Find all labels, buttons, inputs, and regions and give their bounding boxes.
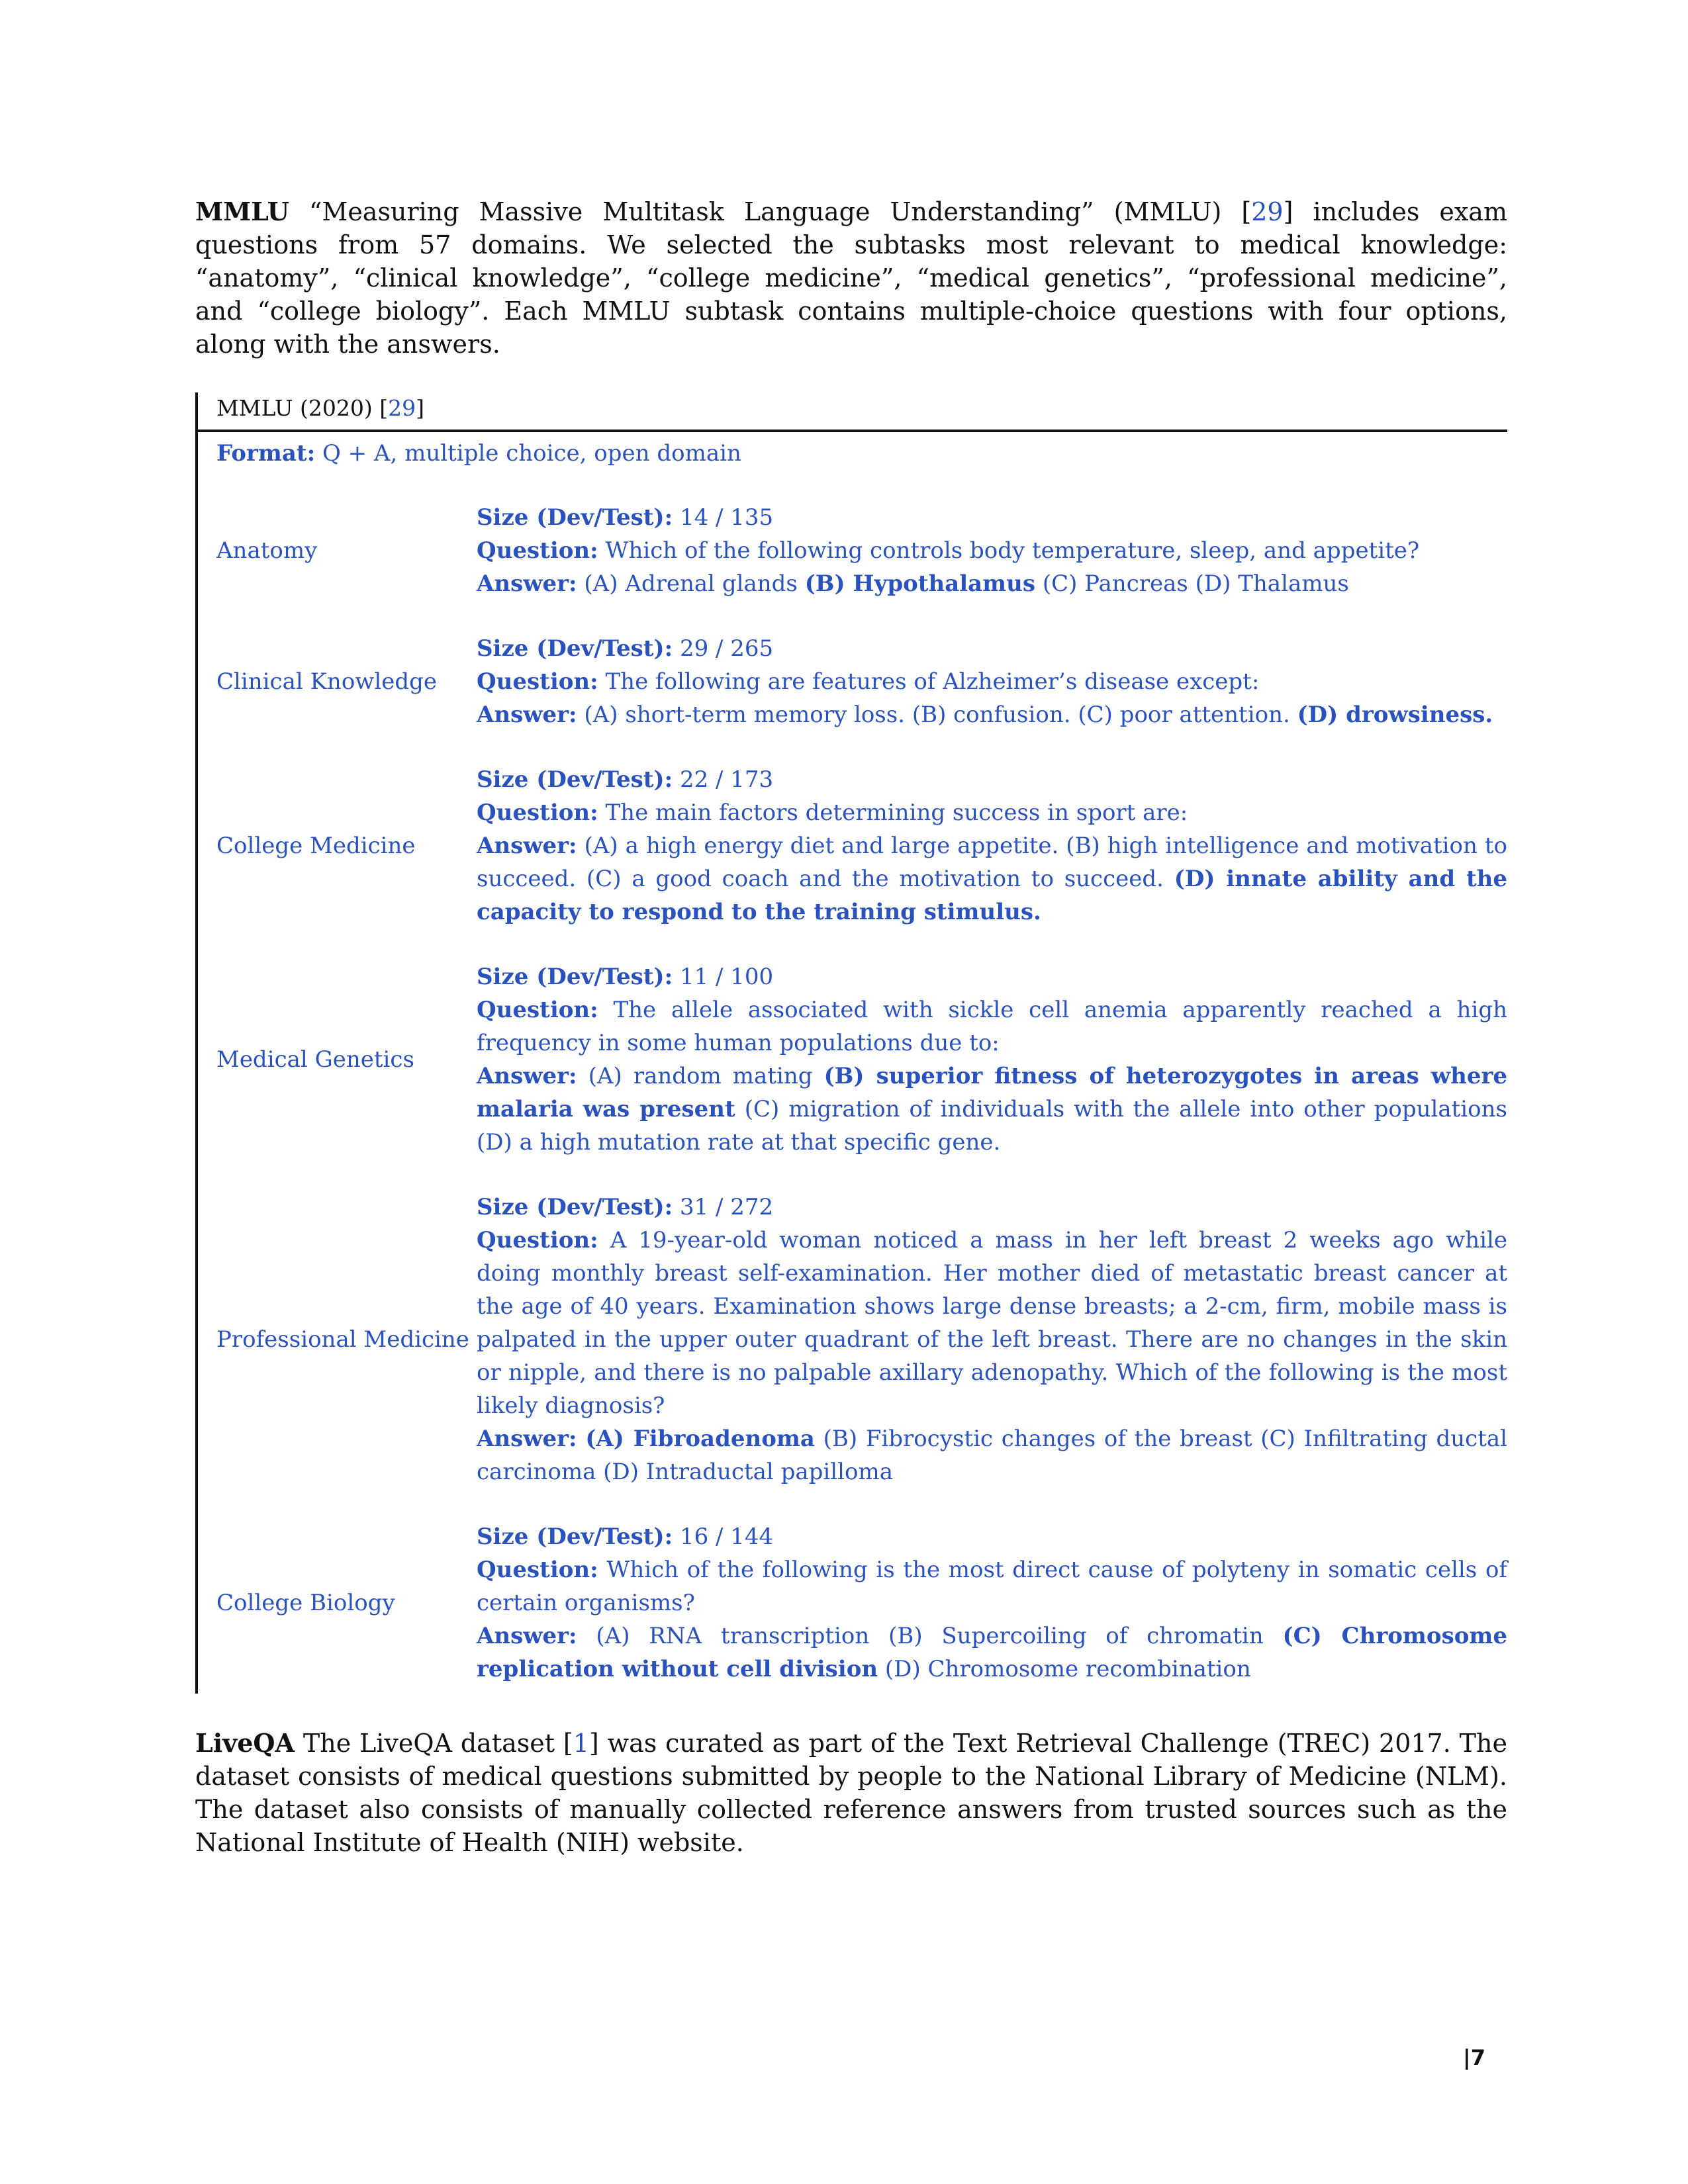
question-label: Question: <box>477 1557 598 1583</box>
task-name: Professional Medicine <box>216 1326 469 1353</box>
question-text: A 19-year-old woman noticed a mass in her left breast 2 weeks ago while doing monthly breast self-examination. Her mother died of metastatic breast cancer at the age of 40 years. Examination shows large dense breasts; a 2-cm, firm, mobile mass is palpated in the upper outer quadrant of the left breast. There are no changes in the skin or nipple, and there is no palpable axillary adenopathy. Which of the following is the most likely diagnosis? <box>477 1227 1508 1419</box>
answer-line <box>477 1619 1507 1686</box>
answer-line <box>477 698 1507 731</box>
task-name: Anatomy <box>216 537 318 564</box>
answer-text-pre: (A) a high energy diet and large appetite. (B) high intelligence and motivation to succeed. (C) a good coach and the motivation to succeed. <box>477 833 1507 892</box>
question-label: Question: <box>477 1227 598 1253</box>
size-line <box>477 1520 1507 1553</box>
question-label: Question: <box>477 997 598 1023</box>
task-row <box>216 1520 1507 1686</box>
task-detail <box>477 632 1507 731</box>
question-text: Which of the following is the most direct cause of polyteny in somatic cells of certain organisms? <box>477 1557 1507 1616</box>
mmlu-intro-paragraph <box>195 195 1507 361</box>
size-value: 29 / 265 <box>679 635 774 662</box>
question-line <box>477 796 1507 829</box>
format-label: Format: <box>216 440 316 467</box>
mmlu-intro-text-a: “Measuring Massive Multitask Language Understanding” (MMLU) [ <box>308 197 1252 226</box>
task-row <box>216 1191 1507 1488</box>
dataset-box-header <box>195 392 1507 432</box>
size-label: Size (Dev/Test): <box>477 504 673 531</box>
size-value: 31 / 272 <box>679 1194 774 1220</box>
question-label: Question: <box>477 537 598 564</box>
answer-text-pre: (A) random mating <box>588 1063 813 1089</box>
task-row <box>216 632 1507 731</box>
size-line <box>477 1191 1507 1224</box>
answer-text-post: (C) migration of individuals with the allele into other populations (D) a high mutation rate at that specific gene. <box>477 1096 1507 1156</box>
page-number: |7 <box>1463 2045 1485 2070</box>
answer-label: Answer: <box>477 1426 577 1452</box>
mmlu-intro-text-b: ] includes exam questions from 57 domains. We selected the subtasks most relevant to medical knowledge: “anatomy”, “clinical knowledge”, “college medicine”, “medical genetics”, “professional medicine”, and “college biology”. Each MMLU subtask contains multiple-choice questions with four options, along with the answers. <box>195 197 1507 359</box>
liveqa-title: LiveQA <box>195 1728 295 1758</box>
task-detail <box>477 1191 1507 1488</box>
answer-label: Answer: <box>477 833 577 859</box>
answer-label: Answer: <box>477 570 577 597</box>
question-line <box>477 993 1507 1060</box>
answer-correct: (C) Chromosome replication without cell division <box>477 1623 1507 1682</box>
size-value: 22 / 173 <box>679 766 774 793</box>
task-row <box>216 501 1507 600</box>
page-content <box>195 195 1507 1859</box>
liveqa-text-b: ] was curated as part of the Text Retrieval Challenge (TREC) 2017. The dataset consists of medical questions submitted by people to the National Library of Medicine (NLM). The dataset also consists of manually collected reference answers from trusted sources such as the National Institute of Health (NIH) website. <box>195 1729 1507 1857</box>
question-text: The main factors determining success in sport are: <box>605 799 1188 826</box>
mmlu-title: MMLU <box>195 197 289 226</box>
answer-line <box>477 1060 1507 1159</box>
task-row <box>216 763 1507 929</box>
answer-text-pre: (A) Adrenal glands <box>584 570 798 597</box>
dataset-box <box>195 432 1507 1694</box>
size-line <box>477 501 1507 534</box>
question-line <box>477 1224 1507 1422</box>
answer-correct: (D) innate ability and the capacity to respond to the training stimulus. <box>477 866 1508 925</box>
liveqa-paragraph <box>195 1727 1507 1859</box>
answer-text-post: (C) Pancreas (D) Thalamus <box>1042 570 1349 597</box>
size-value: 14 / 135 <box>679 504 774 531</box>
question-line <box>477 665 1507 698</box>
answer-label: Answer: <box>477 702 577 728</box>
size-label: Size (Dev/Test): <box>477 635 673 662</box>
format-value: Q + A, multiple choice, open domain <box>322 440 741 467</box>
dataset-box-title: MMLU (2020) [29] <box>216 395 424 421</box>
question-text: The allele associated with sickle cell anemia apparently reached a high frequency in some human populations due to: <box>477 997 1507 1056</box>
task-detail <box>477 1520 1507 1686</box>
task-name: College Medicine <box>216 833 416 859</box>
answer-correct: (B) Hypothalamus <box>804 570 1036 597</box>
answer-label: Answer: <box>477 1623 577 1649</box>
question-label: Question: <box>477 799 598 826</box>
answer-line <box>477 829 1507 929</box>
size-label: Size (Dev/Test): <box>477 1194 673 1220</box>
answer-correct: (D) drowsiness. <box>1297 702 1493 728</box>
liveqa-text-a: The LiveQA dataset [ <box>303 1729 573 1758</box>
size-label: Size (Dev/Test): <box>477 766 673 793</box>
task-name: Clinical Knowledge <box>216 668 438 695</box>
answer-line <box>477 567 1507 600</box>
answer-text-pre: (A) short-term memory loss. (B) confusion. (C) poor attention. <box>584 702 1290 728</box>
citation-link-29[interactable]: 29 <box>1251 197 1284 226</box>
size-line <box>477 763 1507 796</box>
answer-text-post: (D) Chromosome recombination <box>884 1656 1251 1682</box>
answer-label: Answer: <box>477 1063 577 1089</box>
task-detail <box>477 501 1507 600</box>
size-value: 11 / 100 <box>679 964 774 990</box>
answer-text-post: (B) Fibrocystic changes of the breast (C) Infiltrating ductal carcinoma (D) Intraductal papilloma <box>477 1426 1507 1485</box>
size-label: Size (Dev/Test): <box>477 964 673 990</box>
question-line <box>477 1553 1507 1619</box>
citation-link-1[interactable]: 1 <box>573 1729 589 1758</box>
size-line <box>477 632 1507 665</box>
task-detail <box>477 960 1507 1159</box>
task-row <box>216 960 1507 1159</box>
size-label: Size (Dev/Test): <box>477 1524 673 1550</box>
task-name: College Biology <box>216 1590 395 1616</box>
answer-line <box>477 1422 1507 1488</box>
size-line <box>477 960 1507 993</box>
format-line <box>216 437 1507 469</box>
citation-link-29-box[interactable]: 29 <box>388 395 416 421</box>
task-list <box>216 501 1507 1686</box>
question-label: Question: <box>477 668 598 695</box>
answer-correct: (B) superior fitness of heterozygotes in areas where malaria was present <box>477 1063 1508 1122</box>
answer-correct: (A) Fibroadenoma <box>585 1426 815 1452</box>
answer-text-pre: (A) RNA transcription (B) Supercoiling of chromatin <box>596 1623 1264 1649</box>
size-value: 16 / 144 <box>679 1524 774 1550</box>
task-detail <box>477 763 1507 929</box>
question-text: The following are features of Alzheimer’s disease except: <box>605 668 1260 695</box>
question-text: Which of the following controls body temperature, sleep, and appetite? <box>605 537 1420 564</box>
task-name: Medical Genetics <box>216 1046 414 1073</box>
question-line <box>477 534 1507 567</box>
